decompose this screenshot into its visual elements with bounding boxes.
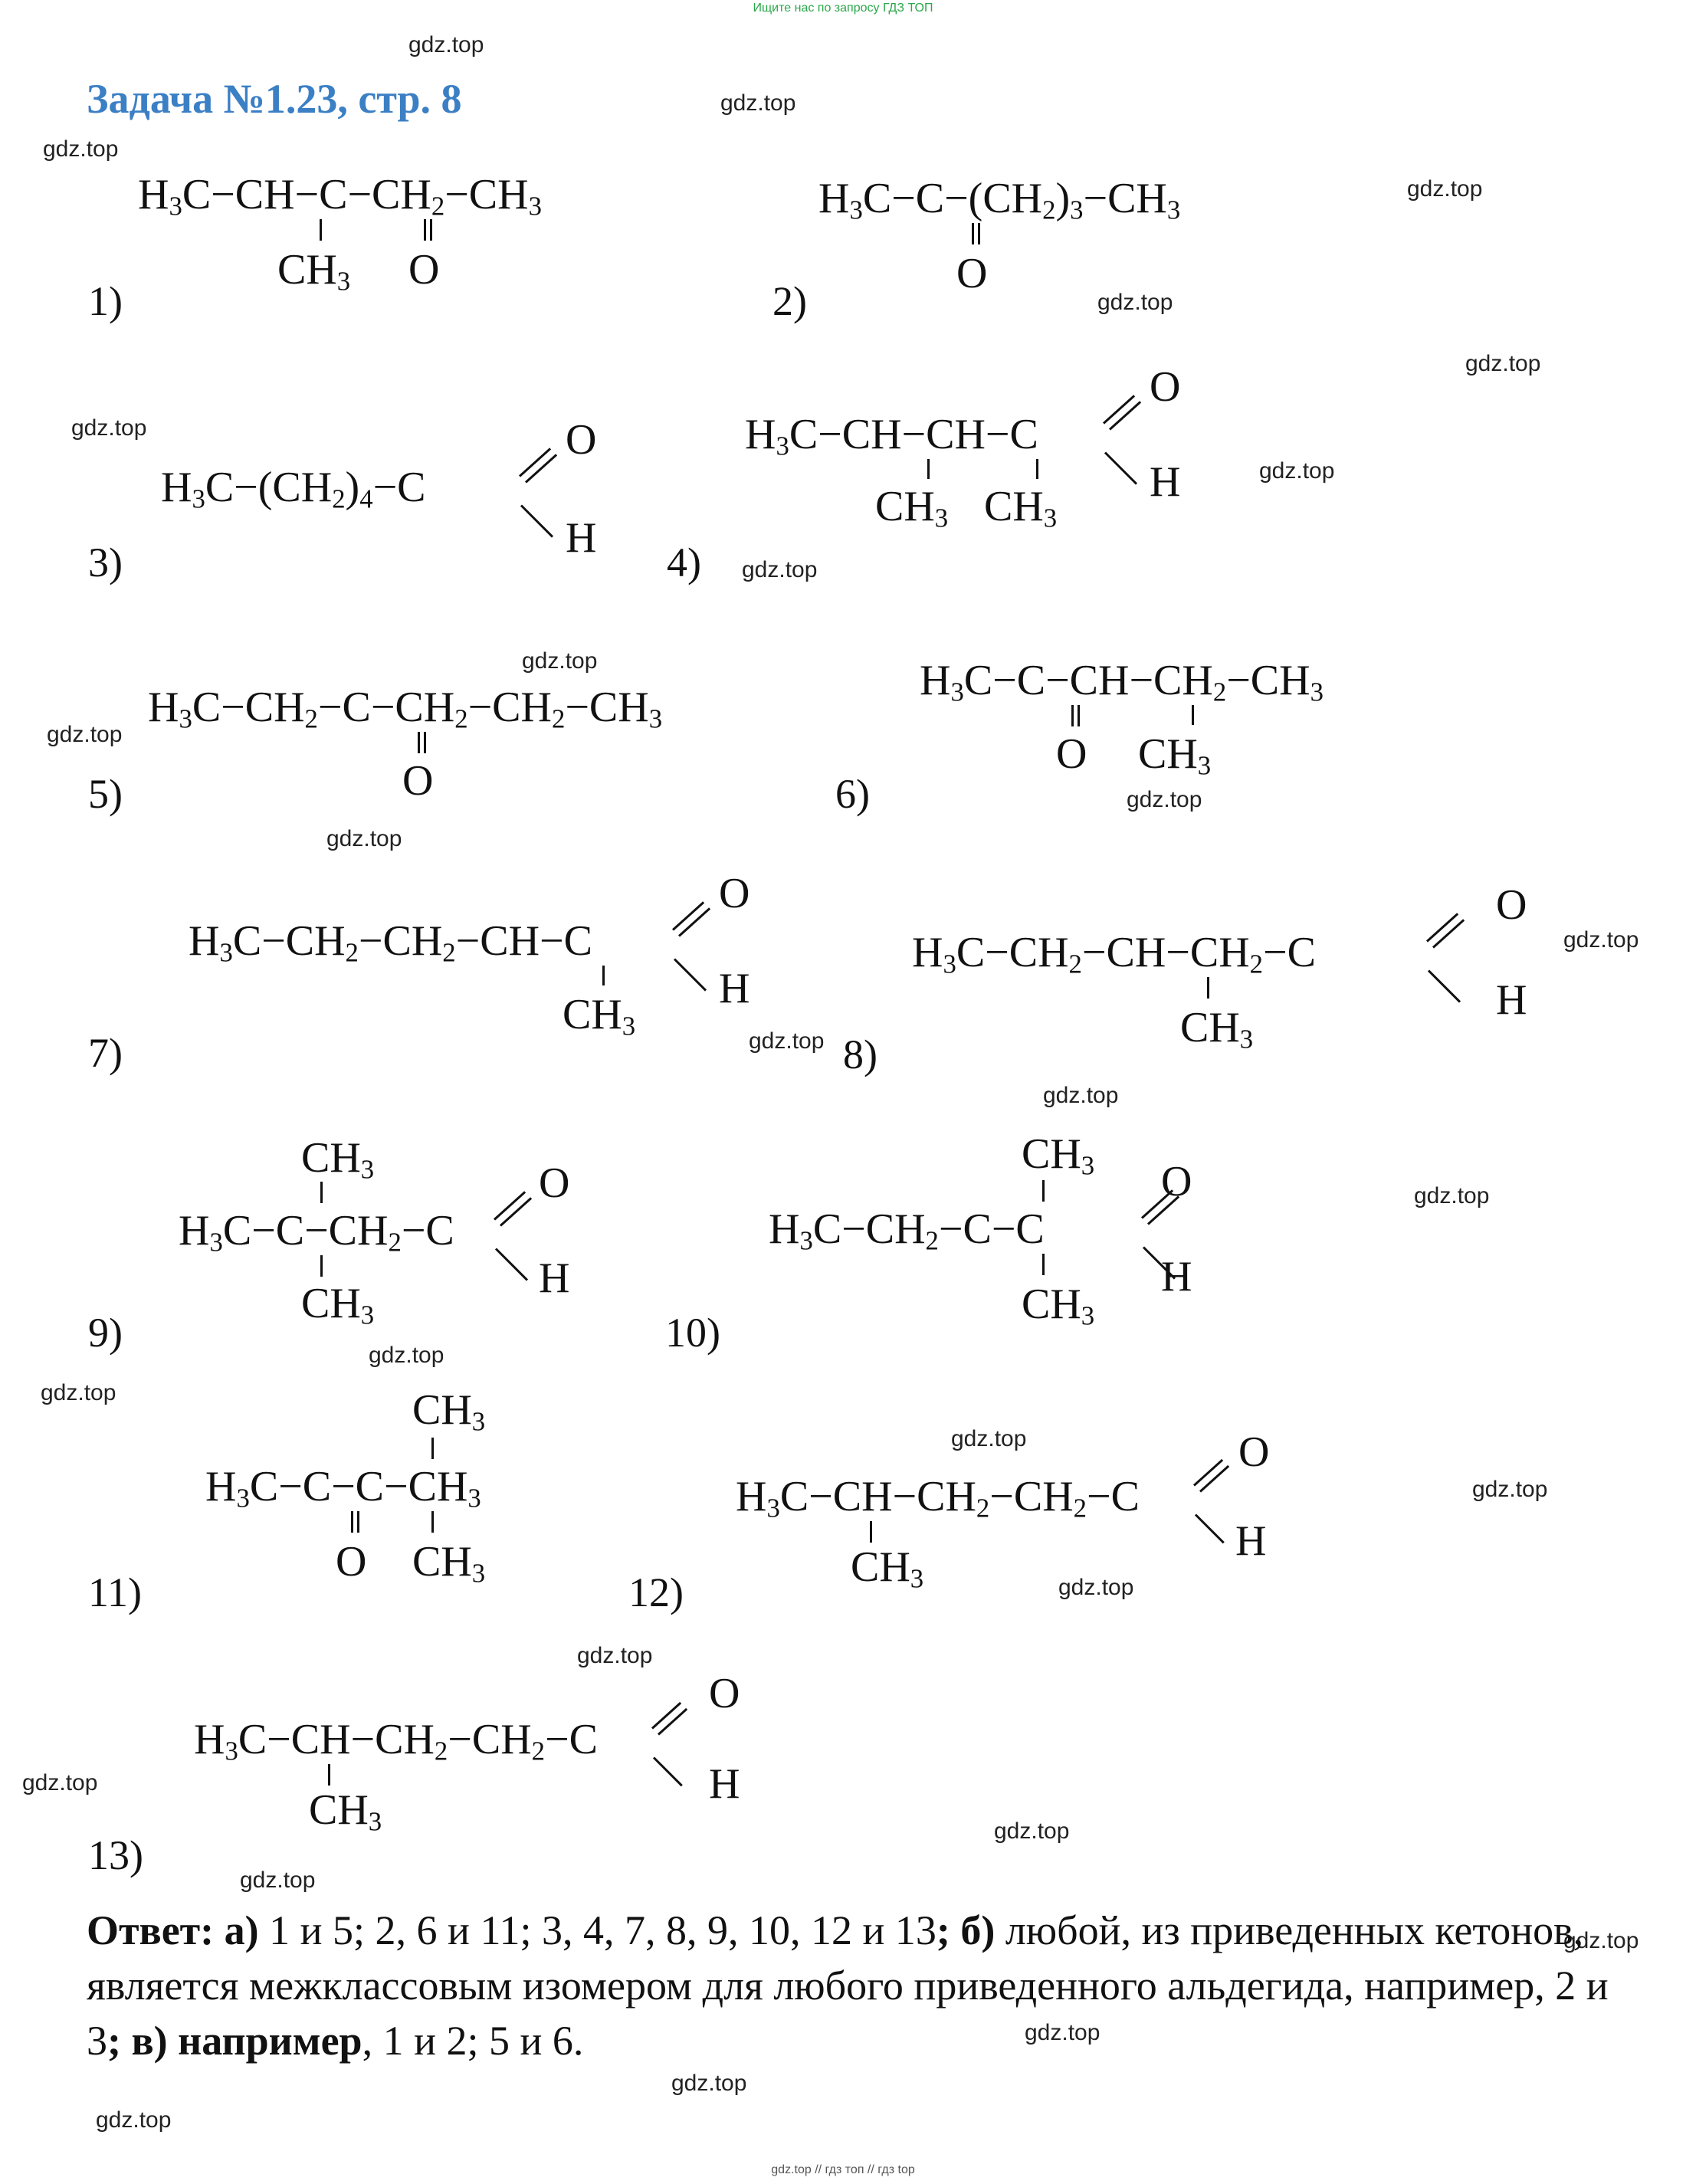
answer-part-a-label: а) bbox=[224, 1907, 259, 1953]
task-title: Задача №1.23, стр. 8 bbox=[87, 76, 462, 122]
watermark: gdz.top bbox=[742, 557, 818, 582]
watermark: gdz.top bbox=[369, 1343, 444, 1368]
watermark: gdz.top bbox=[522, 648, 598, 674]
item-number: 2) bbox=[772, 278, 807, 324]
footer-links[interactable]: gdz.top // гдз топ // гдз top bbox=[771, 2163, 915, 2176]
watermark: gdz.top bbox=[1025, 2020, 1100, 2045]
answer-separator: ; bbox=[936, 1907, 950, 1953]
watermark: gdz.top bbox=[96, 2107, 172, 2133]
watermark: gdz.top bbox=[41, 1380, 116, 1405]
watermark: gdz.top bbox=[1058, 1575, 1134, 1600]
watermark: gdz.top bbox=[408, 32, 484, 57]
watermark: gdz.top bbox=[1465, 351, 1541, 376]
watermark: gdz.top bbox=[1097, 290, 1173, 315]
answer-part-c: , 1 и 2; 5 и 6. bbox=[362, 2018, 584, 2064]
watermark: gdz.top bbox=[720, 90, 796, 116]
item-number: 13) bbox=[88, 1832, 143, 1878]
item-number: 6) bbox=[835, 771, 870, 817]
answer-separator: ; bbox=[107, 2018, 121, 2064]
answer-part-b-label: б) bbox=[960, 1907, 996, 1953]
watermark: gdz.top bbox=[1414, 1183, 1490, 1208]
answer-part-c-label: в) например bbox=[131, 2018, 362, 2064]
watermark: gdz.top bbox=[1127, 787, 1202, 812]
item-number: 9) bbox=[88, 1310, 123, 1356]
watermark: gdz.top bbox=[71, 415, 147, 441]
watermark: gdz.top bbox=[1407, 176, 1483, 202]
item-number: 10) bbox=[665, 1310, 720, 1356]
watermark: gdz.top bbox=[749, 1028, 825, 1054]
item-number: 1) bbox=[88, 278, 123, 324]
answer-part-a: 1 и 5; 2, 6 и 11; 3, 4, 7, 8, 9, 10, 12 и 13 bbox=[269, 1907, 936, 1953]
item-number: 8) bbox=[843, 1031, 877, 1077]
item-number: 11) bbox=[88, 1569, 142, 1615]
item-number: 7) bbox=[88, 1030, 123, 1076]
item-number: 12) bbox=[628, 1569, 684, 1615]
watermark: gdz.top bbox=[994, 1818, 1070, 1844]
watermark: gdz.top bbox=[1043, 1083, 1119, 1108]
watermark: gdz.top bbox=[1563, 927, 1639, 953]
watermark: gdz.top bbox=[577, 1643, 653, 1668]
watermark: gdz.top bbox=[326, 826, 402, 851]
watermark: gdz.top bbox=[22, 1770, 98, 1795]
answer-label: Ответ: bbox=[87, 1907, 215, 1953]
watermark: gdz.top bbox=[43, 136, 119, 162]
top-banner[interactable]: Ищите нас по запросу ГДЗ ТОП bbox=[753, 2, 933, 15]
watermark: gdz.top bbox=[240, 1868, 316, 1893]
watermark: gdz.top bbox=[1563, 1928, 1639, 1953]
watermark: gdz.top bbox=[1472, 1477, 1548, 1502]
watermark: gdz.top bbox=[47, 722, 123, 747]
item-number: 4) bbox=[667, 539, 701, 585]
watermark: gdz.top bbox=[951, 1426, 1027, 1451]
answer-part-b: любой, из приведенных кетонов, является межклассовым изомером для любого приведенного альдегида, например, 2 и 3 bbox=[87, 1907, 1609, 2064]
watermark: gdz.top bbox=[671, 2071, 747, 2096]
item-number: 3) bbox=[88, 539, 123, 585]
answer-text bbox=[87, 1903, 1635, 2068]
watermark: gdz.top bbox=[1259, 458, 1335, 484]
item-number: 5) bbox=[88, 771, 123, 817]
